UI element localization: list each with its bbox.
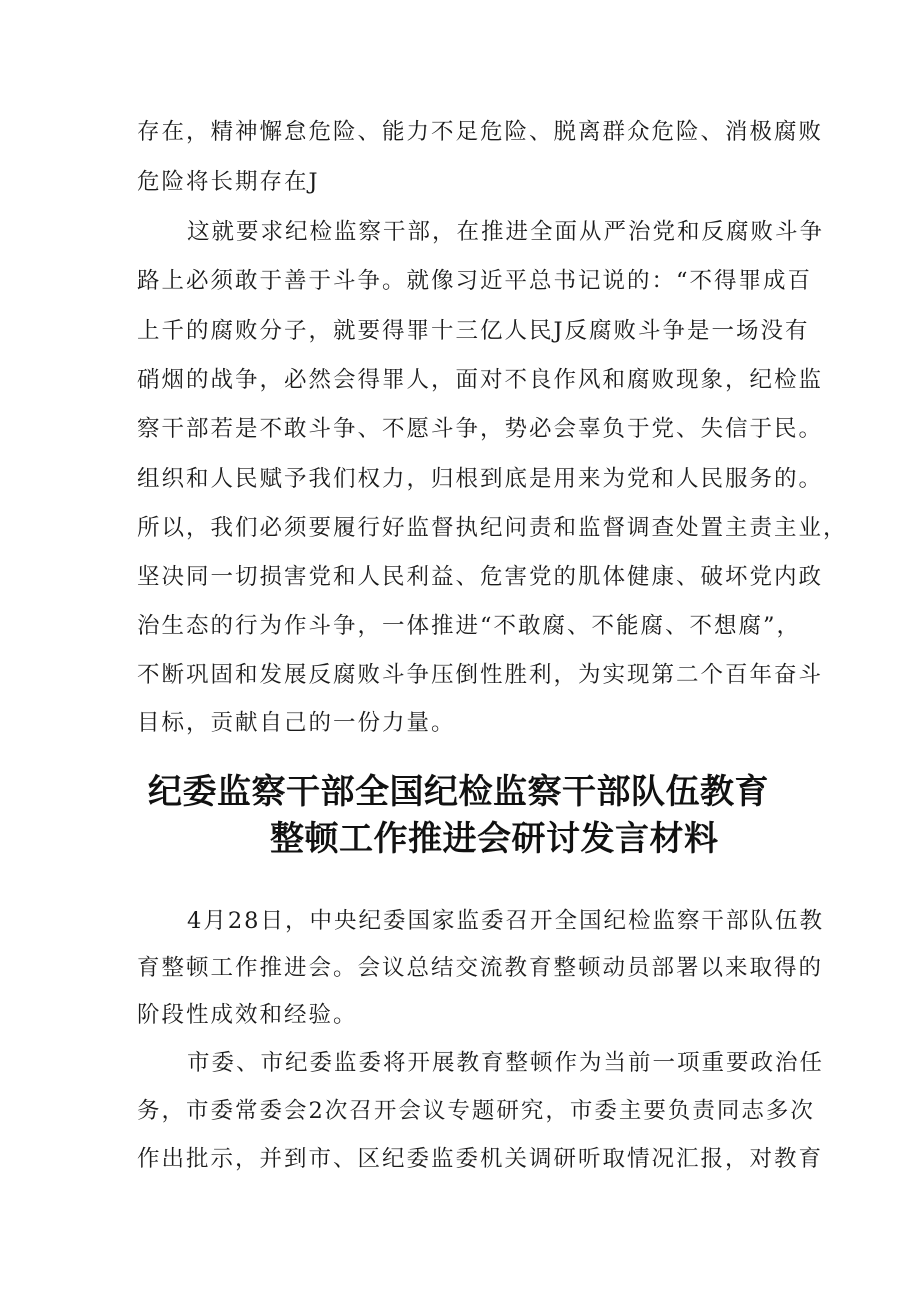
paragraph-2-line-8: 坚决同一切损害党和人民利益、危害党的肌体健康、破坏党内政 <box>137 564 824 590</box>
paragraph-2-line-6: 组织和人民赋予我们权力，归根到底是用来为党和人民服务的。 <box>137 466 824 492</box>
paragraph-2-line-1: 这就要求纪检监察干部，在推进全面从严治党和反腐败斗争 <box>187 219 825 245</box>
paragraph-1-line-1: 存在，精神懈怠危险、能力不足危险、脱离群众危险、消极腐败 <box>137 119 824 145</box>
paragraph-1-line-2: 危险将长期存在J <box>137 169 320 195</box>
paragraph-4-line-3: 作出批示，并到市、区纪委监委机关调研听取情况汇报，对教育 <box>137 1146 824 1172</box>
heading-line-1: 纪委监察干部全国纪检监察干部队伍教育 <box>148 772 769 812</box>
paragraph-2-line-4: 硝烟的战争，必然会得罪人，面对不良作风和腐败现象，纪检监 <box>137 367 824 393</box>
paragraph-4-line-1: 市委、市纪委监委将开展教育整顿作为当前一项重要政治任 <box>187 1050 825 1076</box>
paragraph-4-line-2: 务，市委常委会2次召开会议专题研究，市委主要负责同志多次 <box>137 1098 815 1124</box>
paragraph-3-line-1: 4月28日，中央纪委国家监委召开全国纪检监察干部队伍教 <box>187 908 824 934</box>
paragraph-2-line-10: 不断巩固和发展反腐败斗争压倒性胜利，为实现第二个百年奋斗 <box>137 662 824 688</box>
paragraph-2-line-2: 路上必须敢于善于斗争。就像习近平总书记说的：“不得罪成百 <box>137 268 813 294</box>
paragraph-2-line-9: 治生态的行为作斗争，一体推进“不敢腐、不能腐、不想腐”， <box>137 613 802 639</box>
heading-line-2: 整顿工作推进会研讨发言材料 <box>270 819 719 859</box>
paragraph-3-line-2: 育整顿工作推进会。会议总结交流教育整顿动员部署以来取得的 <box>137 955 824 981</box>
paragraph-2-line-3: 上千的腐败分子，就要得罪十三亿人民J反腐败斗争是一场没有 <box>137 318 810 344</box>
paragraph-2-line-7: 所以，我们必须要履行好监督执纪问责和监督调查处置主责主业， <box>137 515 848 541</box>
paragraph-2-line-11: 目标，贡献自己的一份力量。 <box>137 710 456 736</box>
paragraph-2-line-5: 察干部若是不敢斗争、不愿斗争，势必会辜负于党、失信于民。 <box>137 416 824 442</box>
paragraph-3-line-3: 阶段性成效和经验。 <box>137 1002 358 1028</box>
